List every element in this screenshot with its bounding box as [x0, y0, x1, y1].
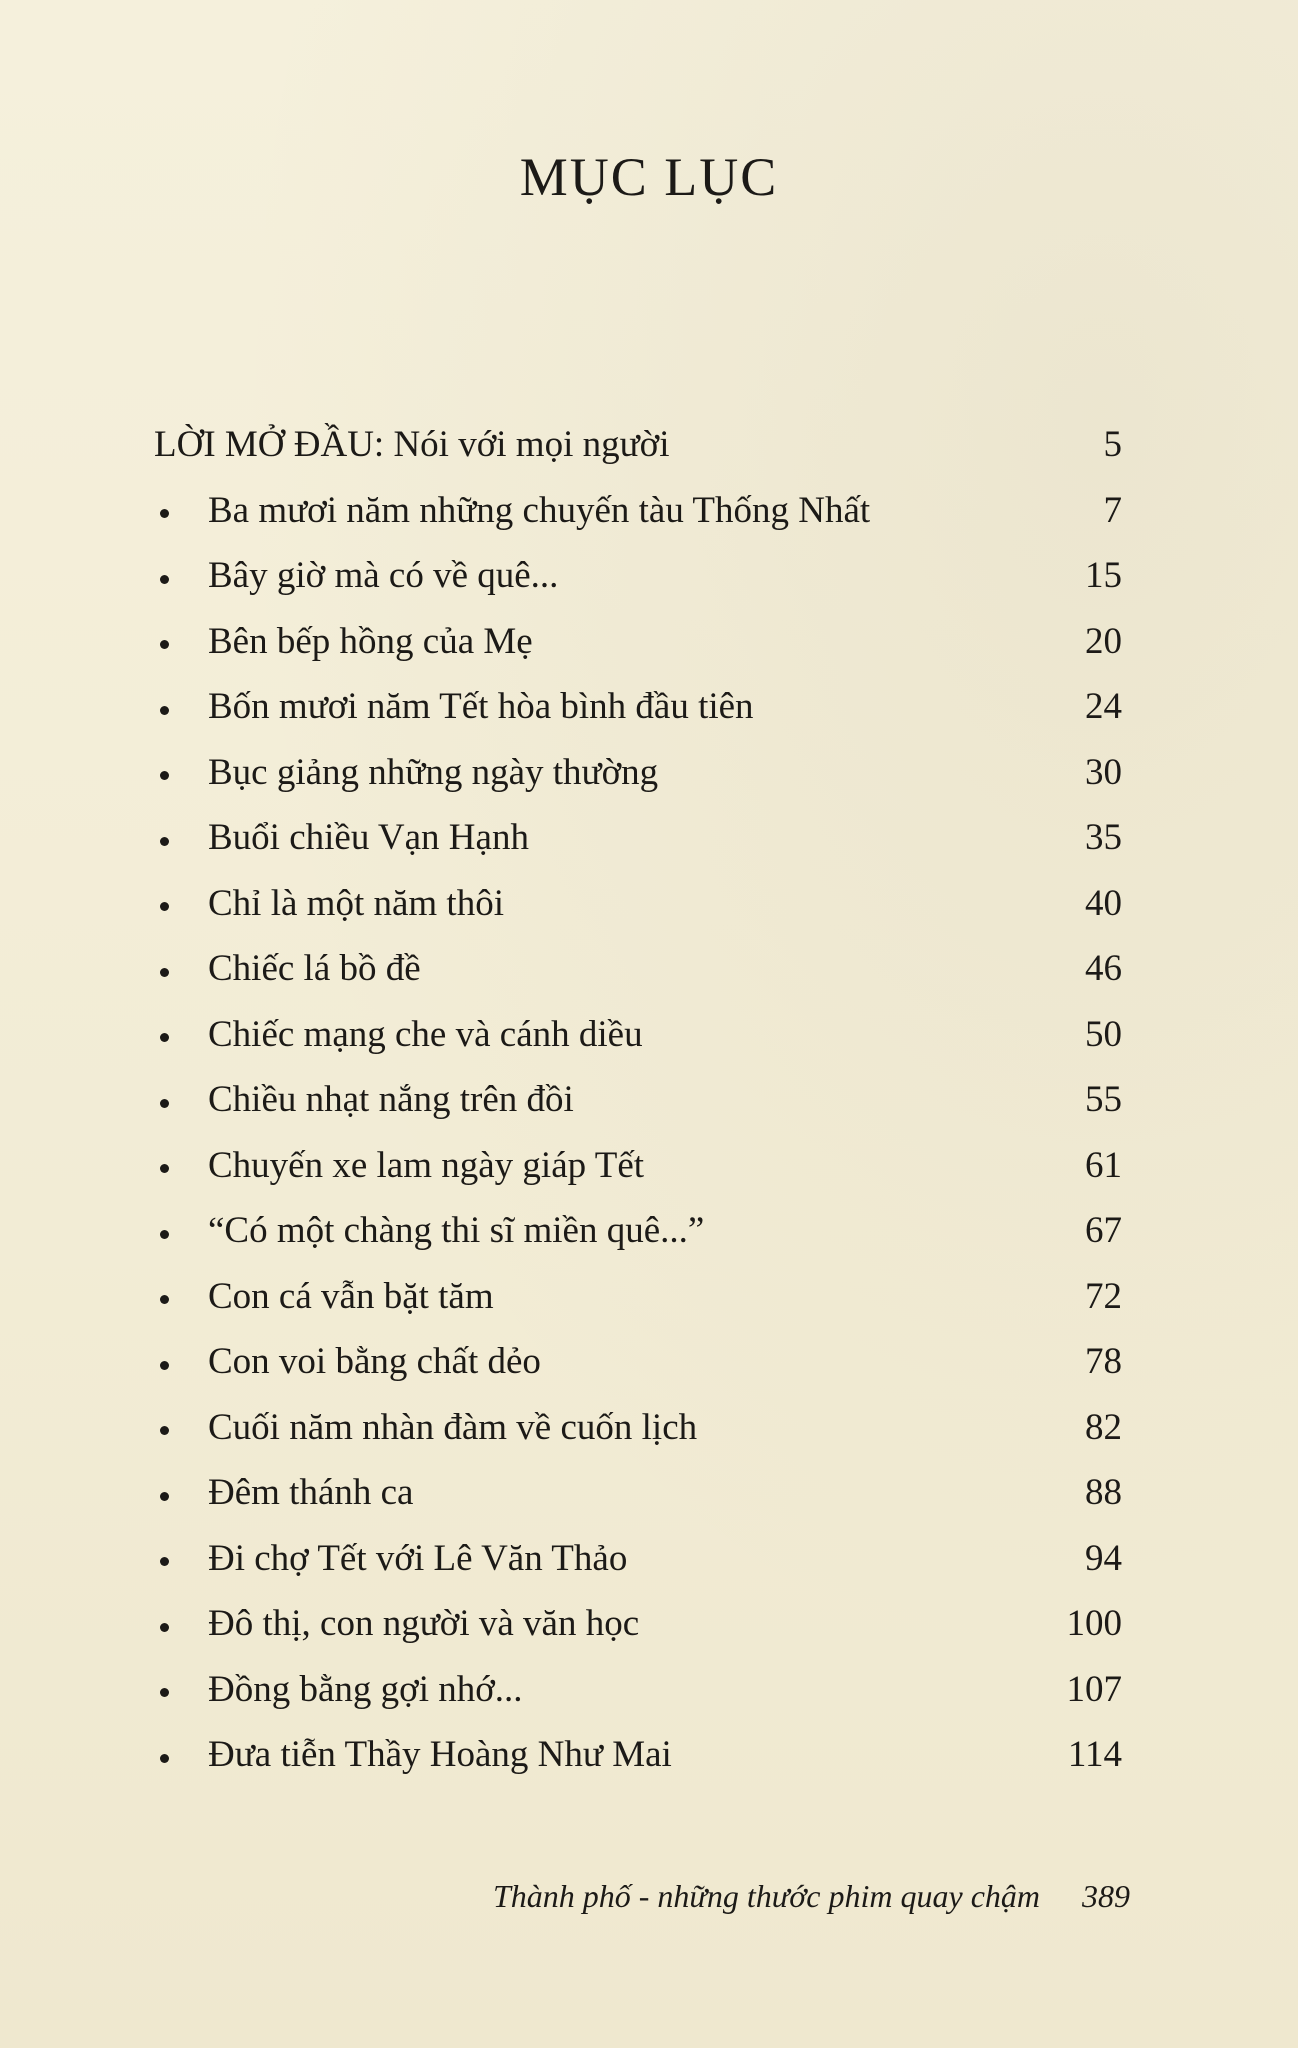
toc-entry	[154, 1133, 1122, 1199]
table-of-contents	[154, 412, 1122, 1788]
page-footer	[493, 1880, 1130, 1912]
toc-entry-title: Đồng bằng gợi nhớ...	[208, 1668, 523, 1710]
bullet-icon	[160, 1230, 169, 1239]
toc-entry-title: Chiều nhạt nắng trên đồi	[208, 1079, 574, 1121]
toc-entry-page: 50	[1085, 1013, 1122, 1055]
bullet-icon	[160, 575, 169, 584]
toc-entry-title: Đi chợ Tết với Lê Văn Thảo	[208, 1537, 628, 1579]
toc-entry-title: “Có một chàng thi sĩ miền quê...”	[208, 1210, 705, 1252]
bullet-icon	[160, 837, 169, 846]
page-number: 389	[1082, 1878, 1130, 1914]
toc-entry	[154, 1722, 1122, 1788]
bullet-icon	[160, 706, 169, 715]
toc-entry-page: 24	[1085, 686, 1122, 728]
bullet-icon	[160, 1426, 169, 1435]
bullet-icon	[160, 640, 169, 649]
bullet-icon	[160, 1557, 169, 1566]
bullet-icon	[160, 1754, 169, 1763]
toc-entry-page: 94	[1085, 1537, 1122, 1579]
bullet-icon	[160, 1164, 169, 1173]
page-title: MỤC LỤC	[519, 147, 779, 207]
toc-entry-title: Đô thị, con người và văn học	[208, 1603, 640, 1645]
toc-entry-title: Chiếc mạng che và cánh diều	[208, 1013, 643, 1055]
toc-entry	[154, 478, 1122, 544]
toc-entry-page: 82	[1085, 1406, 1122, 1448]
toc-entry	[154, 936, 1122, 1002]
toc-entry	[154, 871, 1122, 937]
toc-entry-title: Chiếc lá bồ đề	[208, 948, 421, 990]
bullet-icon	[160, 771, 169, 780]
bullet-icon	[160, 1099, 169, 1108]
toc-entry	[154, 1329, 1122, 1395]
toc-entry-title: Con voi bằng chất dẻo	[208, 1341, 541, 1383]
toc-entry-title: Ba mươi năm những chuyến tàu Thống Nhất	[208, 489, 871, 531]
toc-entry-title: Buổi chiều Vạn Hạnh	[208, 817, 529, 859]
bullet-icon	[160, 1688, 169, 1697]
toc-entry-page: 78	[1085, 1341, 1122, 1383]
toc-entry-page: 114	[1067, 1734, 1122, 1776]
toc-entry	[154, 1395, 1122, 1461]
toc-entry	[154, 1067, 1122, 1133]
bullet-icon	[160, 1361, 169, 1370]
bullet-icon	[160, 1033, 169, 1042]
toc-entry-title: Bên bếp hồng của Mẹ	[208, 620, 533, 662]
toc-entry-page: 46	[1085, 948, 1122, 990]
toc-entry-page: 100	[1066, 1603, 1122, 1645]
bullet-icon	[160, 1492, 169, 1501]
toc-entry-title: Đưa tiễn Thầy Hoàng Như Mai	[208, 1734, 672, 1776]
toc-entry	[154, 543, 1122, 609]
toc-entry-page: 20	[1085, 620, 1122, 662]
running-book-title: Thành phố - những thước phim quay chậm	[492, 1878, 1040, 1914]
toc-entry-page: 107	[1066, 1668, 1122, 1710]
bullet-icon	[160, 509, 169, 518]
toc-entry-page: 35	[1085, 817, 1122, 859]
toc-entry	[154, 1591, 1122, 1657]
toc-entry-title: Bục giảng những ngày thường	[208, 751, 659, 793]
toc-entry-page: 67	[1085, 1210, 1122, 1252]
toc-entry	[154, 674, 1122, 740]
toc-entry-page: 40	[1085, 882, 1122, 924]
bullet-icon	[160, 902, 169, 911]
toc-entry-page: 61	[1085, 1144, 1122, 1186]
toc-entry	[154, 1657, 1122, 1723]
toc-entry-page: 7	[1103, 489, 1122, 531]
toc-entry	[154, 805, 1122, 871]
toc-entry-title: Cuối năm nhàn đàm về cuốn lịch	[208, 1406, 698, 1448]
toc-entry-title: Chuyến xe lam ngày giáp Tết	[208, 1144, 645, 1186]
toc-entry-title: Chỉ là một năm thôi	[208, 882, 504, 924]
bullet-icon	[160, 1295, 169, 1304]
toc-entry	[154, 1460, 1122, 1526]
toc-entry-page: 5	[1103, 424, 1122, 466]
toc-entry-page: 88	[1085, 1472, 1122, 1514]
toc-entry	[154, 609, 1122, 675]
toc-entry-title: LỜI MỞ ĐẦU: Nói với mọi người	[154, 424, 670, 466]
toc-entry-page: 15	[1085, 555, 1122, 597]
toc-entry-page: 55	[1085, 1079, 1122, 1121]
toc-entry	[154, 1526, 1122, 1592]
toc-entry	[154, 740, 1122, 806]
toc-entry	[154, 1264, 1122, 1330]
bullet-icon	[160, 968, 169, 977]
bullet-icon	[160, 1623, 169, 1632]
toc-entry-page: 72	[1085, 1275, 1122, 1317]
toc-entry-title: Đêm thánh ca	[208, 1472, 414, 1514]
toc-entry	[154, 1002, 1122, 1068]
toc-entry-title: Bây giờ mà có về quê...	[208, 555, 559, 597]
toc-intro-entry	[154, 412, 1122, 478]
toc-entry-page: 30	[1085, 751, 1122, 793]
toc-entry	[154, 1198, 1122, 1264]
toc-entry-title: Bốn mươi năm Tết hòa bình đầu tiên	[208, 686, 754, 728]
toc-entry-title: Con cá vẫn bặt tăm	[208, 1275, 494, 1317]
